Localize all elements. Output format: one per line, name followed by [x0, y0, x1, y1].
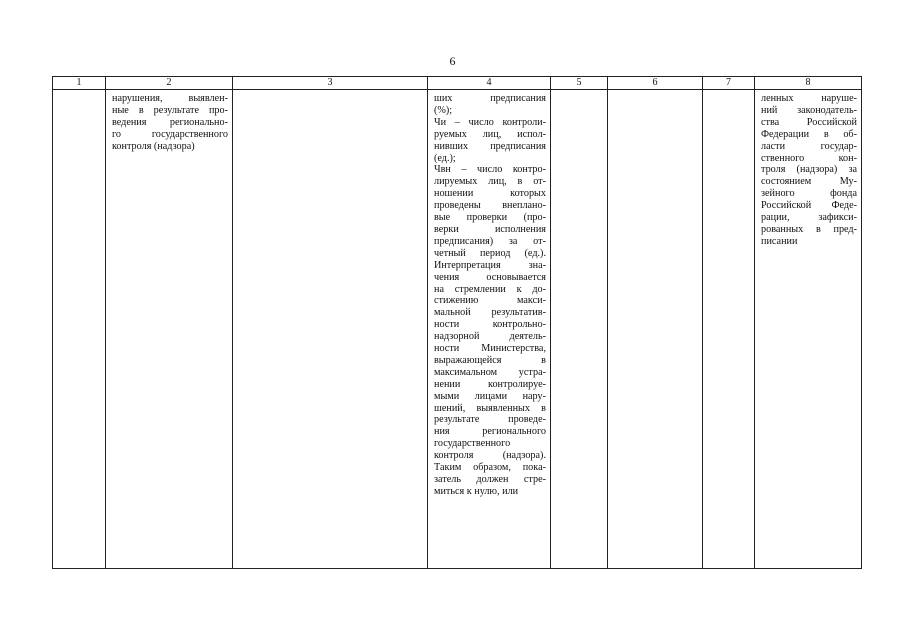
- cell-text-line: (%);: [434, 104, 453, 116]
- cell-text-line: проведены внеплано-: [434, 200, 546, 212]
- cell-text-line: миться к нулю, или: [434, 485, 519, 497]
- cell-col-5: [551, 90, 608, 569]
- cell-text-line: нении контролируе-: [434, 378, 546, 390]
- cell-col-4: [428, 90, 551, 569]
- column-header-5: 5: [551, 77, 608, 90]
- cell-text-line: ные в результате про-: [112, 104, 228, 116]
- cell-text-line: руемых лиц, испол-: [434, 128, 546, 140]
- cell-text-line: лируемых лиц, в от-: [434, 176, 546, 188]
- cell-text-line: Российской Феде-: [761, 200, 857, 212]
- cell-col-2-text: [112, 93, 228, 153]
- cell-text-line: Чи – число контроли-: [434, 116, 546, 128]
- cell-text-line: ленных наруше-: [761, 93, 857, 104]
- cell-text-line: ведения регионально-: [112, 116, 228, 128]
- cell-text-line: состоянием Му-: [761, 176, 857, 188]
- cell-text-line: ственного кон-: [761, 152, 857, 164]
- cell-col-1: [53, 90, 106, 569]
- column-header-1: 1: [53, 77, 106, 90]
- cell-col-7: [703, 90, 755, 569]
- cell-text-line: ний законодатель-: [761, 104, 857, 116]
- column-header-7: 7: [703, 77, 755, 90]
- column-header-2: 2: [106, 77, 233, 90]
- cell-text-line: результате проведе-: [434, 414, 546, 426]
- cell-text-line: на стремлении к до-: [434, 283, 546, 295]
- document-table: [52, 76, 862, 569]
- column-header-4: 4: [428, 77, 551, 90]
- cell-text-line: го государственного: [112, 128, 228, 140]
- column-header-8: 8: [755, 77, 862, 90]
- cell-text-line: ласти государ-: [761, 140, 857, 152]
- cell-text-line: четный период (ед.).: [434, 247, 546, 259]
- cell-text-line: рованных в пред-: [761, 223, 857, 235]
- column-header-3: 3: [233, 77, 428, 90]
- cell-text-line: выражающейся в: [434, 354, 546, 366]
- cell-text-line: ших предписания: [434, 93, 546, 104]
- cell-text-line: контроля (надзора).: [434, 450, 546, 462]
- cell-text-line: Чвн – число контро-: [434, 164, 546, 176]
- cell-text-line: Федерации в об-: [761, 128, 857, 140]
- page-number: 6: [449, 54, 456, 68]
- cell-text-line: писании: [761, 235, 798, 247]
- cell-text-line: зейного фонда: [761, 188, 857, 200]
- cell-col-3: [233, 90, 428, 569]
- cell-text-line: ности Министерства,: [434, 343, 546, 355]
- cell-text-line: предписания) за от-: [434, 235, 546, 247]
- cell-text-line: рации, зафикси-: [761, 212, 857, 224]
- cell-text-line: надзорной деятель-: [434, 331, 546, 343]
- cell-text-line: стижению макси-: [434, 295, 546, 307]
- cell-text-line: шений, выявленных в: [434, 402, 546, 414]
- cell-text-line: вые проверки (про-: [434, 212, 546, 224]
- cell-text-line: троля (надзора) за: [761, 164, 857, 176]
- cell-text-line: ношении которых: [434, 188, 546, 200]
- cell-text-line: верки исполнения: [434, 223, 546, 235]
- cell-col-6: [608, 90, 703, 569]
- cell-text-line: ства Российской: [761, 116, 857, 128]
- cell-text-line: ния регионального: [434, 426, 546, 438]
- cell-col-8: [755, 90, 862, 569]
- cell-text-line: (ед.);: [434, 152, 456, 164]
- cell-text-line: Таким образом, пока-: [434, 462, 546, 474]
- cell-text-line: затель должен стре-: [434, 474, 546, 485]
- cell-text-line: Интерпретация зна-: [434, 259, 546, 271]
- cell-text-line: нивших предписания: [434, 140, 546, 152]
- cell-text-line: контроля (надзора): [112, 140, 195, 152]
- cell-col-4-text: [434, 93, 546, 498]
- cell-text-line: чения основывается: [434, 271, 546, 283]
- column-header-6: 6: [608, 77, 703, 90]
- cell-col-2: [106, 90, 233, 569]
- cell-text-line: нарушения, выявлен-: [112, 93, 228, 104]
- cell-text-line: максимальном устра-: [434, 366, 546, 378]
- cell-text-line: ности контрольно-: [434, 319, 546, 331]
- header-row: [53, 77, 862, 90]
- cell-text-line: мыми лицами нару-: [434, 390, 546, 402]
- cell-text-line: государственного: [434, 438, 511, 450]
- cell-col-8-text: [761, 93, 857, 248]
- table-row: [53, 90, 862, 569]
- cell-text-line: мальной результатив-: [434, 307, 546, 319]
